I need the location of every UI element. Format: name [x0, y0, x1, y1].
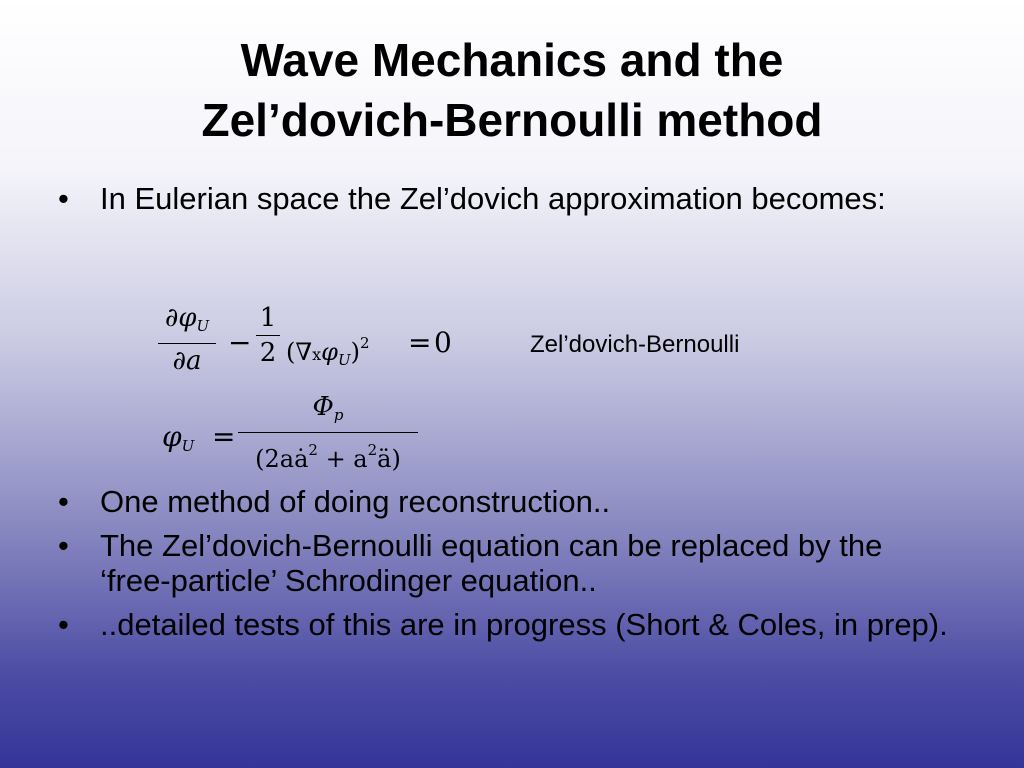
equation-zeldovich-bernoulli: [158, 303, 478, 393]
fraction-phi-p: [238, 392, 418, 474]
half-den: 2: [259, 338, 277, 368]
lhs-phi: $\varphi_U$: [162, 420, 195, 455]
bullet-text: One method of doing reconstruction..: [100, 484, 611, 519]
fraction-bar: [256, 335, 280, 336]
bullet-item: [58, 181, 958, 216]
equals-sign: =: [212, 420, 236, 453]
minus-sign: −: [228, 326, 252, 359]
zero: 0: [434, 326, 452, 359]
phi-sub: U: [337, 351, 351, 369]
equals-sign: =: [408, 326, 432, 359]
bullet-item: [58, 528, 958, 598]
num-Phi: Φ: [312, 392, 334, 422]
fraction-dphi-da: [158, 303, 216, 376]
num-dphi-sub: U: [196, 317, 210, 335]
nabla-sub: x: [312, 345, 322, 364]
fraction-bar: [158, 343, 216, 344]
phi: φ: [321, 338, 338, 366]
fraction-bar: [238, 432, 418, 433]
equation-phi-u: [158, 392, 438, 482]
bullet-list-top: [58, 181, 958, 225]
bullet-marker: •: [58, 607, 69, 642]
bullet-item: [58, 607, 958, 642]
title-line-2: Zel’dovich-Bernoulli method: [201, 94, 823, 146]
title-line-1: Wave Mechanics and the: [240, 34, 784, 86]
power-2: 2: [360, 334, 370, 352]
denominator: ($2aȧ^2$ + $a^2ä$): [255, 441, 401, 473]
slide-title: [0, 30, 1024, 150]
paren-close: ): [350, 338, 360, 366]
paren-nabla: (∇: [286, 338, 313, 366]
equation-label: Zel’dovich-Bernoulli: [530, 331, 740, 358]
fraction-half: [256, 303, 280, 368]
bullet-marker: •: [58, 484, 69, 519]
lhs-phi-sub: U: [181, 437, 195, 455]
bullet-text: ..detailed tests of this are in progress (Short & Coles, in prep).: [100, 607, 948, 642]
bullet-list-bottom: [58, 484, 958, 651]
bullet-text: The Zel’dovich-Bernoulli equation can be replaced by the ‘free-particle’ Schrodinger equation..: [100, 528, 883, 598]
num-dphi: ∂φ: [164, 303, 197, 333]
den-da: ∂a: [172, 346, 202, 376]
num-Phi-sub: p: [333, 406, 344, 424]
bullet-marker: •: [58, 528, 69, 563]
half-num: 1: [259, 303, 277, 333]
bullet-marker: •: [58, 181, 69, 216]
bullet-item: [58, 484, 958, 519]
gradient-term: [286, 328, 370, 375]
bullet-text: In Eulerian space the Zel’dovich approximation becomes:: [100, 181, 886, 216]
